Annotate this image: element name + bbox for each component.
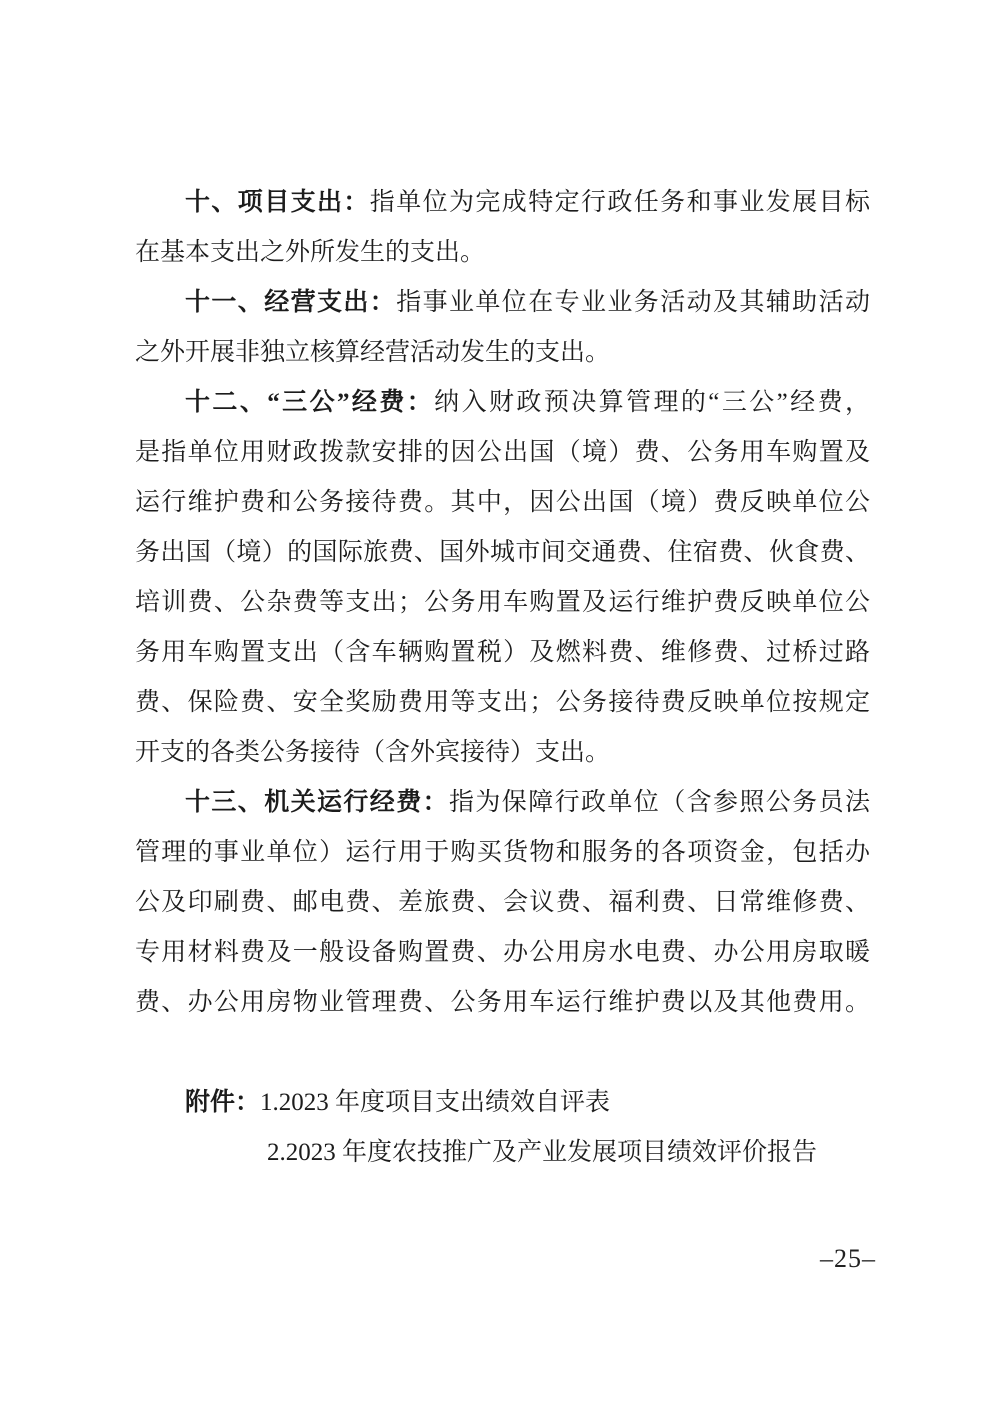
document-body xyxy=(135,178,870,1178)
page-number: –25– xyxy=(820,1244,876,1273)
paragraph-heading: 十、项目支出： xyxy=(185,189,370,216)
paragraph-text: 指为保障行政单位（含参照公务员法 xyxy=(449,789,870,816)
paragraph-text: 运行维护费和公务接待费。其中，因公出国（境）费反映单位公 xyxy=(135,489,870,516)
text-line xyxy=(135,978,870,1028)
paragraph-text: 开支的各类公务接待（含外宾接待）支出。 xyxy=(135,739,611,766)
attachments-label: 附件： xyxy=(185,1089,261,1116)
text-line xyxy=(135,478,870,528)
text-line xyxy=(135,828,870,878)
attachment-item: 1.2023 年度项目支出绩效自评表 xyxy=(260,1089,611,1116)
text-line xyxy=(135,528,870,578)
paragraph-text: 是指单位用财政拨款安排的因公出国（境）费、公务用车购置及 xyxy=(135,439,870,466)
text-line xyxy=(135,278,870,328)
paragraph-heading: 十一、经营支出： xyxy=(185,289,397,316)
paragraph-text: 务用车购置支出（含车辆购置税）及燃料费、维修费、过桥过路 xyxy=(135,639,870,666)
paragraph-text: 指单位为完成特定行政任务和事业发展目标 xyxy=(369,189,870,216)
spacer xyxy=(135,1028,870,1078)
attachments-line xyxy=(135,1128,870,1178)
paragraph-text: 纳入财政预决算管理的“三公”经费， xyxy=(434,389,870,416)
paragraph-heading: 十二、“三公”经费： xyxy=(185,389,435,416)
paragraph-text: 公及印刷费、邮电费、差旅费、会议费、福利费、日常维修费、 xyxy=(135,889,870,916)
text-line xyxy=(135,878,870,928)
paragraph-text: 在基本支出之外所发生的支出。 xyxy=(135,239,486,266)
text-line xyxy=(135,778,870,828)
paragraph-text: 务出国（境）的国际旅费、国外城市间交通费、住宿费、伙食费、 xyxy=(135,539,870,566)
attachment-item: 2.2023 年度农技推广及产业发展项目绩效评价报告 xyxy=(267,1139,818,1166)
paragraph-text: 管理的事业单位）运行用于购买货物和服务的各项资金，包括办 xyxy=(135,839,870,866)
paragraph-text: 培训费、公杂费等支出；公务用车购置及运行维护费反映单位公 xyxy=(135,589,870,616)
text-line xyxy=(135,578,870,628)
paragraph-text: 指事业单位在专业业务活动及其辅助活动 xyxy=(396,289,870,316)
paragraph-text: 费、办公用房物业管理费、公务用车运行维护费以及其他费用。 xyxy=(135,989,870,1016)
text-line xyxy=(135,678,870,728)
text-line xyxy=(135,228,870,278)
text-line xyxy=(135,728,870,778)
text-line xyxy=(135,178,870,228)
paragraph-text: 之外开展非独立核算经营活动发生的支出。 xyxy=(135,339,611,366)
attachments-line xyxy=(135,1078,870,1128)
text-line xyxy=(135,378,870,428)
text-line xyxy=(135,328,870,378)
text-line xyxy=(135,628,870,678)
paragraph-text: 费、保险费、安全奖励费用等支出；公务接待费反映单位按规定 xyxy=(135,689,870,716)
text-line xyxy=(135,928,870,978)
paragraph-heading: 十三、机关运行经费： xyxy=(185,789,449,816)
text-line xyxy=(135,428,870,478)
paragraph-text: 专用材料费及一般设备购置费、办公用房水电费、办公用房取暖 xyxy=(135,939,870,966)
